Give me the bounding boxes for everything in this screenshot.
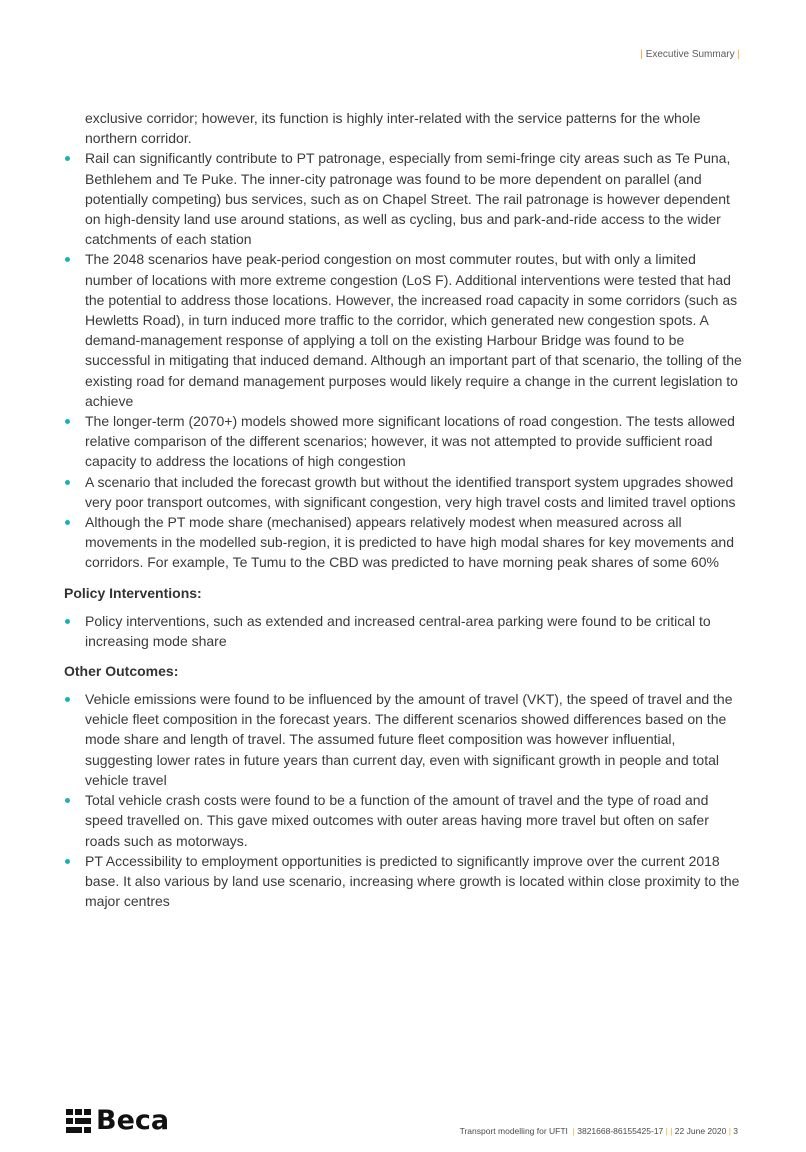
policy-bullet-list xyxy=(64,611,744,651)
list-item: The longer-term (2070+) models showed more significant locations of road congestion. The tests allowed relative comparison of the different scenarios; however, it was not attempted to provide sufficient road capacity to address the locations of high congestion xyxy=(64,411,744,472)
list-item: Policy interventions, such as extended and increased central-area parking were found to be critical to increasing mode share xyxy=(64,611,744,651)
list-item: The 2048 scenarios have peak-period congestion on most commuter routes, but with only a limited number of locations with more extreme congestion (LoS F). Additional interventions were tested that had the potential to address those locations. However, the increased road capacity in some corridors (such as Hewletts Road), in turn induced more traffic to the corridor, which generated new congestion spots. A demand-management response of applying a toll on the existing Harbour Bridge was found to be successful in mitigating that induced demand. Although an important part of that scenario, the tolling of the existing road for demand management purposes would likely require a change in the current legislation to achieve xyxy=(64,249,744,411)
continued-paragraph: exclusive corridor; however, its function is highly inter-related with the service patterns for the whole northern corridor. xyxy=(85,110,701,147)
footer-document-title: Transport modelling for UFTI xyxy=(459,1126,568,1136)
footer-page-number: 3 xyxy=(733,1126,738,1136)
beca-logo-mark-icon xyxy=(66,1109,92,1133)
footer-separator: | xyxy=(726,1126,734,1136)
beca-logo-wordmark: Beca xyxy=(96,1105,170,1136)
list-item: Rail can significantly contribute to PT patronage, especially from semi-fringe city areas such as Te Puna, Bethlehem and Te Puke. The inner-city patronage was found to be more dependent on parallel (and potentially competing) bus services, such as on Chapel Street. The rail patronage is however dependent on high-density land use around stations, as well as cycling, bus and park-and-ride access to the wider catchments of each station xyxy=(64,148,744,249)
main-bullet-list xyxy=(64,148,744,572)
other-outcomes-heading: Other Outcomes: xyxy=(64,663,179,680)
other-outcomes-bullet-list xyxy=(64,689,744,911)
list-item: Total vehicle crash costs were found to be a function of the amount of travel and the type of road and speed travelled on. This gave mixed outcomes with outer areas having more travel but often on safer roads such as motorways. xyxy=(64,790,744,851)
footer-reference: 3821668-86155425-17 xyxy=(577,1126,664,1136)
policy-interventions-heading: Policy Interventions: xyxy=(64,584,202,601)
main-content xyxy=(64,108,744,911)
list-item: Although the PT mode share (mechanised) appears relatively modest when measured across all movements in the modelled sub-region, it is predicted to have high modal shares for key movements and corridors. For example, Te Tumu to the CBD was predicted to have morning peak shares of some 60% xyxy=(64,512,744,573)
footer-date: 22 June 2020 xyxy=(674,1126,727,1136)
list-item: A scenario that included the forecast growth but without the identified transport system upgrades showed very poor transport outcomes, with significant congestion, very high travel costs and limited travel options xyxy=(64,472,744,512)
footer-separator: | | xyxy=(663,1126,675,1136)
footer-separator: | xyxy=(570,1126,578,1136)
header-pipe-left: | xyxy=(640,49,643,60)
running-header xyxy=(640,49,740,60)
footer-document-info xyxy=(460,1126,738,1136)
header-pipe-right: | xyxy=(737,49,740,60)
list-item: Vehicle emissions were found to be influenced by the amount of travel (VKT), the speed of travel and the vehicle fleet composition in the forecast years. The different scenarios showed differences based on the mode share and length of travel. The assumed future fleet composition was however influential, suggesting lower rates in future years than current day, even with significant growth in people and total vehicle travel xyxy=(64,689,744,790)
list-item: PT Accessibility to employment opportunities is predicted to significantly improve over the current 2018 base. It also various by land use scenario, increasing where growth is located within close proximity to the major centres xyxy=(64,851,744,912)
beca-logo xyxy=(66,1105,170,1136)
header-section-title: Executive Summary xyxy=(645,49,735,60)
